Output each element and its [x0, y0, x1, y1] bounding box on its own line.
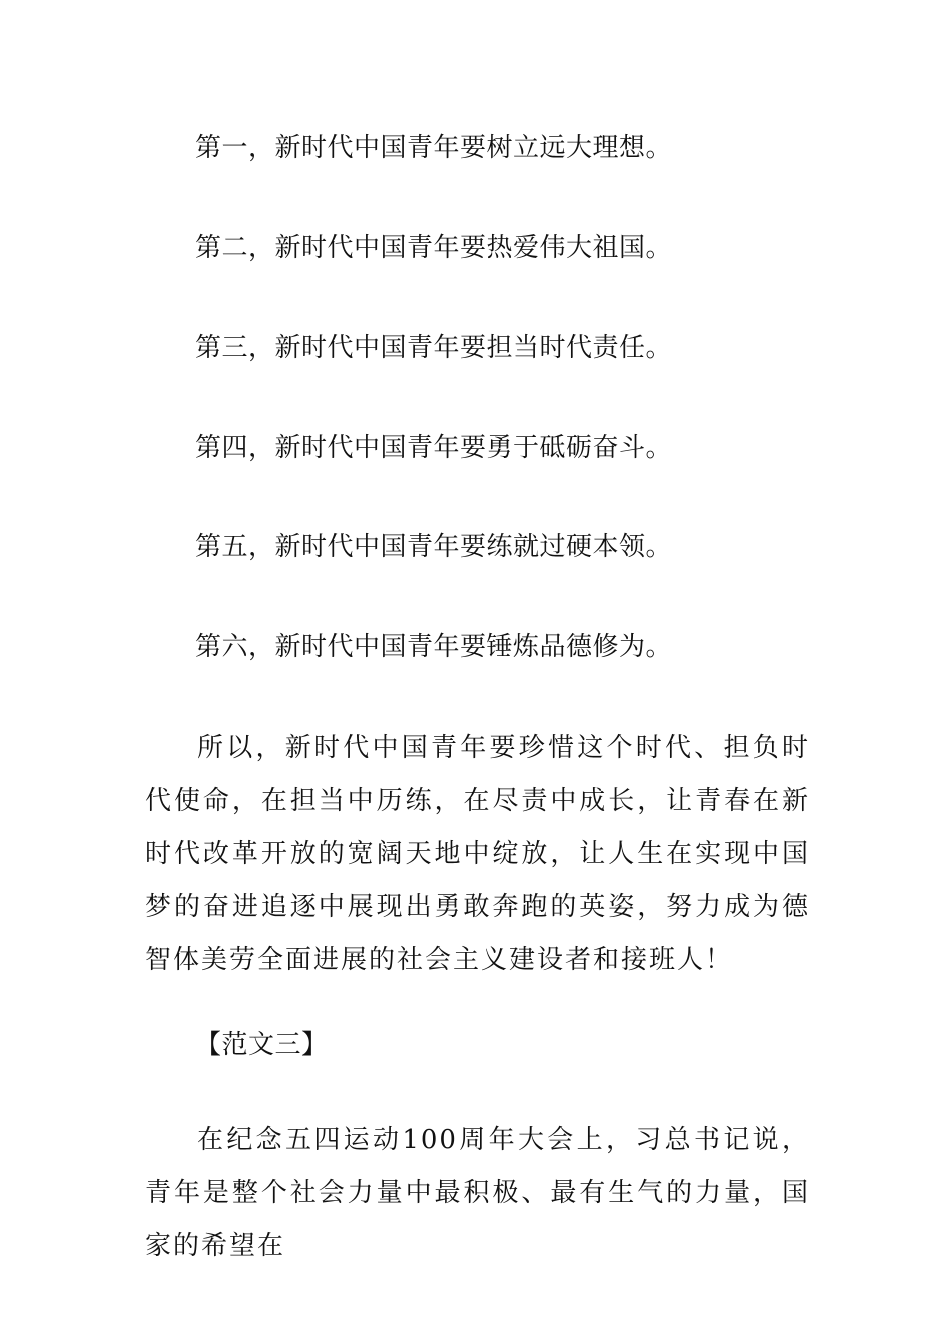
- list-item: 第二，新时代中国青年要热爱伟大祖国。: [195, 233, 673, 263]
- body-paragraph: 在纪念五四运动100周年大会上，习总书记说，青年是整个社会力量中最积极、最有生气的力量，国家的希望在: [145, 1125, 810, 1261]
- list-item: 第四，新时代中国青年要勇于砥砺奋斗。: [195, 433, 673, 463]
- list-item: 第五，新时代中国青年要练就过硬本领。: [195, 532, 673, 562]
- list-item: 第三，新时代中国青年要担当时代责任。: [195, 333, 673, 363]
- list-item: 第六，新时代中国青年要锤炼品德修为。: [195, 632, 673, 662]
- conclusion-paragraph: 所以，新时代中国青年要珍惜这个时代、担负时代使命，在担当中历练，在尽责中成长，让青春在新时代改革开放的宽阔天地中绽放，让人生在实现中国梦的奋进追逐中展现出勇敢奔跑的英姿，努力成为德智体美劳全面进展的社会主义建设者和接班人！: [145, 733, 810, 975]
- list-item: 第一，新时代中国青年要树立远大理想。: [195, 133, 673, 163]
- section-heading: 【范文三】: [195, 1030, 328, 1060]
